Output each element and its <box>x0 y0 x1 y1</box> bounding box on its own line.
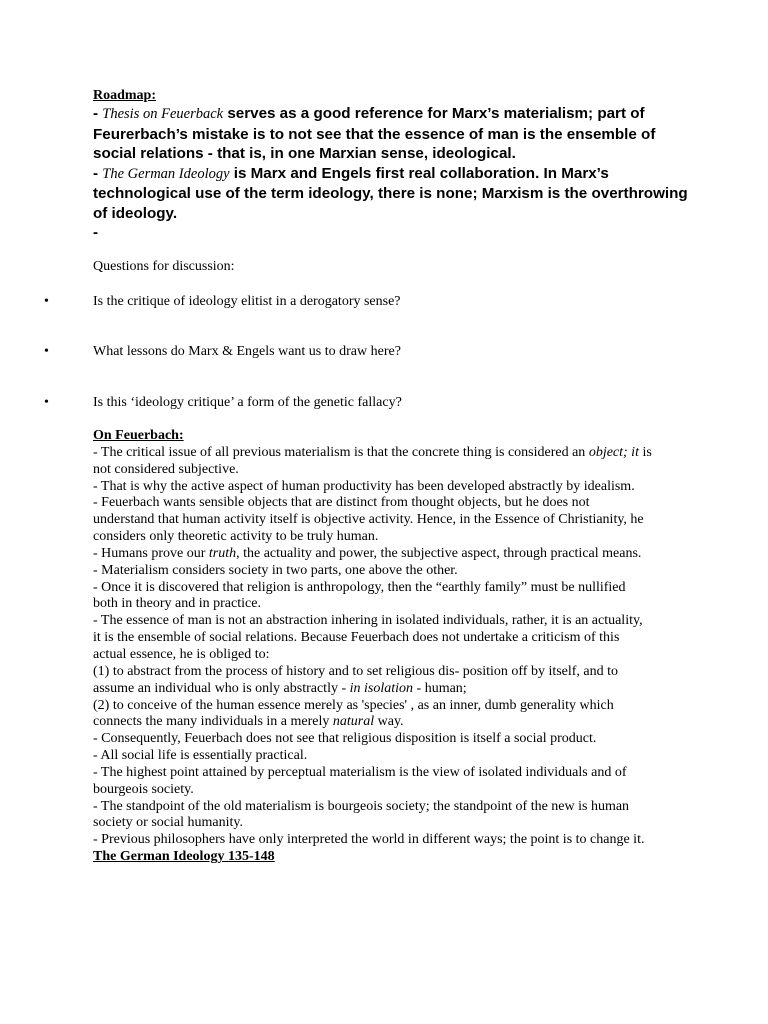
emphasis: truth <box>208 545 237 561</box>
german-ideology-title: The German Ideology <box>102 165 230 182</box>
question-text: Is this ‘ideology critique’ a form of the genetic fallacy? <box>93 395 402 410</box>
paragraph: - Previous philosophers have only interpreted the world in different ways; the point is to change it. <box>93 832 645 848</box>
list-item <box>0 293 768 311</box>
paragraph: - Feuerbach wants sensible objects that are distinct from thought objects, but he does not understand that human activity itself is objective activity. Hence, in the Essence of Christianity, he considers only theoretic activity to be truly human. <box>93 495 644 545</box>
roadmap-line1 <box>93 105 655 162</box>
bullet: • <box>44 344 49 359</box>
questions-heading: Questions for discussion: <box>93 259 235 274</box>
dash: - <box>93 164 103 182</box>
on-feuerbach-section <box>93 428 653 866</box>
paragraph: - The standpoint of the old materialism is bourgeois society; the standpoint of the new is human society or social humanity. <box>93 798 630 831</box>
roadmap-body <box>93 104 693 243</box>
text: , the actuality and power, the subjective aspect, through practical means. <box>236 545 642 561</box>
roadmap-heading: Roadmap: <box>93 88 157 103</box>
paragraph: - All social life is essentially practical. <box>93 748 308 764</box>
roadmap-line3: - <box>93 224 99 241</box>
text: is not considered subjective. <box>93 444 652 477</box>
paragraph <box>93 445 653 479</box>
on-feuerbach-heading: On Feuerbach: <box>93 428 184 443</box>
list-item <box>0 394 768 412</box>
dash: - <box>93 105 103 122</box>
german-ideology-heading: The German Ideology 135-148 <box>93 849 275 865</box>
bullet: • <box>44 395 49 410</box>
paragraph <box>93 698 653 732</box>
paragraph <box>93 546 653 563</box>
text: - Humans prove our <box>93 545 209 561</box>
text: (1) to abstract from the process of history and to set religious dis- position off by itself, and to assume an individual who is only abstractly - <box>93 663 619 696</box>
paragraph: - That is why the active aspect of human productivity has been developed abstractly by idealism. <box>93 478 635 494</box>
question-text: Is the critique of ideology elitist in a derogatory sense? <box>93 294 401 309</box>
text: - human; <box>413 680 467 696</box>
thesis-title: Thesis on Feuerback <box>102 106 224 122</box>
question-text: What lessons do Marx & Engels want us to draw here? <box>93 344 401 359</box>
text: way. <box>374 714 404 730</box>
text: - The critical issue of all previous materialism is that the concrete thing is considered an <box>93 444 589 460</box>
emphasis: in isolation <box>349 680 414 696</box>
text: (2) to conceive of the human essence merely as 'species' , as an inner, dumb generality which connects the many individuals in a merely <box>93 697 614 730</box>
list-item <box>0 343 768 361</box>
roadmap-line2-text: is Marx and Engels first real collaboration. In Marx’s technological use of the term ideology, there is none; Marxism is the overthrowing of ideology. <box>93 164 688 222</box>
paragraph: - Once it is discovered that religion is anthropology, then the “earthly family” must be nullified both in theory and in practice. <box>93 579 626 612</box>
paragraph: - The essence of man is not an abstraction inhering in isolated individuals, rather, it is an actuality, it is the ensemble of social relations. Because Feuerbach does not undertake a criticism of this actual essence, he is obliged to: <box>93 613 643 662</box>
paragraph <box>93 664 653 698</box>
bullet: • <box>44 294 49 309</box>
roadmap-line2 <box>93 165 688 222</box>
emphasis: object; it <box>588 444 639 460</box>
paragraph: - Consequently, Feuerbach does not see that religious disposition is itself a social product. <box>93 731 597 747</box>
roadmap-line1-text: serves as a good reference for Marx’s materialism; part of Feurerbach’s mistake is to not see that the essence of man is the ensemble of social relations - that is, in one Marxian sense, ideological. <box>93 105 656 162</box>
emphasis: natural <box>332 714 375 730</box>
paragraph: - Materialism considers society in two parts, one above the other. <box>93 562 458 578</box>
paragraph: - The highest point attained by perceptual materialism is the view of isolated individuals and of bourgeois society. <box>93 764 627 797</box>
